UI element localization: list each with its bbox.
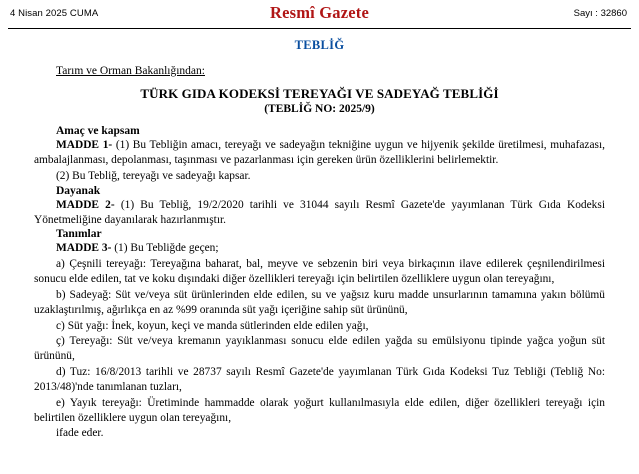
- section-kicker: TEBLİĞ: [294, 38, 345, 52]
- definitions-closing: ifade eder.: [56, 427, 104, 440]
- article-label: MADDE 2-: [56, 198, 115, 211]
- gazette-date: 4 Nisan 2025 CUMA: [10, 8, 99, 19]
- paragraph-madde2: MADDE 2- (1) Bu Tebliğ, 19/2/2020 tarihli ve 31044 sayılı Resmî Gazete'de yayımlanan Türk Gıda Kodeksi Yönetmeliğine dayanılarak hazırlanmıştır.: [34, 198, 605, 226]
- definition-item-d: d) Tuz: 16/8/2013 tarihli ve 28737 sayılı Resmî Gazete'de yayımlanan Türk Gıda Kodeksi Tuz Tebliği (Tebliğ No: 2013/48)'nde tanımlanan tuzları,: [34, 366, 605, 393]
- paragraph-madde1: [34, 138, 605, 168]
- definition-item-e: e) Yayık tereyağı: Üretiminde hammadde olarak yoğurt kullanılmasıyla elde edilen, diğer özellikleri tereyağı için belirtilen özelliklere uygun olan tereyağını,: [34, 396, 605, 424]
- gazette-title: Resmî Gazete: [269, 3, 370, 22]
- gazette-issue-number: Sayı : 32860: [573, 8, 627, 19]
- document-body: [0, 29, 639, 441]
- issuing-authority: Tarım ve Orman Bakanlığından:: [56, 65, 205, 77]
- definition-item-c-cedilla: ç) Tereyağı: Süt ve/veya kremanın yayıklanması sonucu elde edilen yağda su emülsiyonu tipinde yağca yoğun süt ürününü,: [34, 335, 605, 363]
- section-heading-basis: Dayanak: [56, 184, 101, 197]
- document-title: TÜRK GIDA KODEKSİ TEREYAĞI VE SADEYAĞ TEBLİĞİ: [140, 86, 499, 101]
- paragraph-madde1-2: (2) Bu Tebliğ, tereyağı ve sadeyağı kapsar.: [56, 169, 251, 182]
- section-heading-purpose: Amaç ve kapsam: [56, 125, 140, 138]
- document-subtitle: (TEBLİĞ NO: 2025/9): [264, 103, 375, 116]
- definition-item-c: c) Süt yağı: İnek, koyun, keçi ve manda sütlerinden elde edilen yağı,: [56, 319, 369, 332]
- paragraph-madde1-text: (1) Bu Tebliğin amacı, tereyağı ve sadeyağın tekniğine uygun ve hijyenik şekilde üretilmesi, muhafazası, ambalajlanması, depolanması, taşınması ve pazarlanması için gereken ürün özelliklerini belirlemektir.: [34, 139, 605, 167]
- masthead: [0, 0, 639, 28]
- definition-item-a: a) Çeşnili tereyağı: Tereyağına baharat, bal, meyve ve sebzenin biri veya birkaçının ilave edilerek çeşnilendirilmesi sonucu elde edilen, tat ve koku dışındaki diğer özellikleri tereyağı için belirtilen özelliklere uygun olan tereyağını,: [34, 258, 605, 286]
- definition-item-b: b) Sadeyağ: Süt ve/veya süt ürünlerinden elde edilen, su ve yağsız kuru madde unsurlarının tamamına yakın bölümü uzaklaştırılmış, ağırlıkça en az %99 oranında süt yağı içeriğine sahip süt ürününü,: [34, 288, 605, 316]
- article-label: MADDE 3-: [56, 242, 112, 255]
- paragraph-madde3: MADDE 3- (1) Bu Tebliğde geçen;: [56, 242, 219, 255]
- section-heading-definitions: Tanımlar: [56, 228, 102, 241]
- article-label-1: MADDE 1-: [56, 139, 113, 152]
